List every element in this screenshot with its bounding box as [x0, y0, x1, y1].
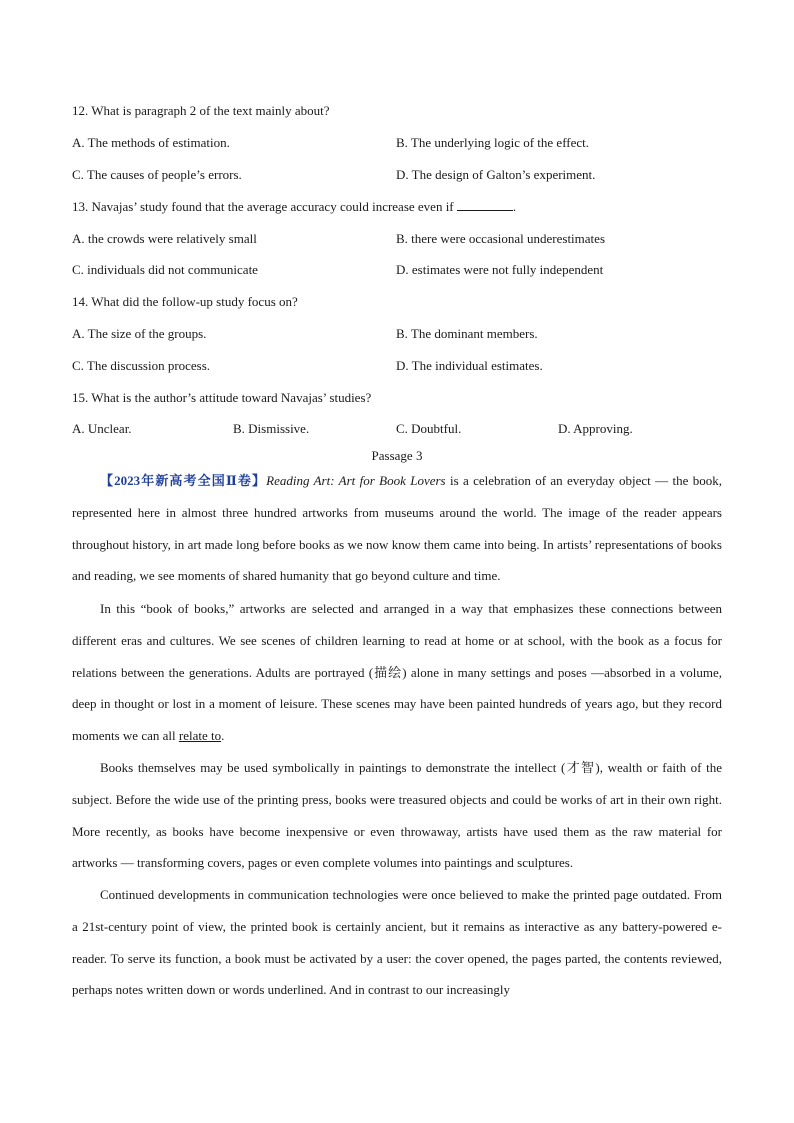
- question-13-option-a: A. the crowds were relatively small: [72, 231, 257, 246]
- underlined-phrase: relate to: [178, 728, 222, 744]
- question-13-stem-end: .: [512, 199, 517, 214]
- book-title: Reading Art: Art for Book Lovers: [266, 473, 446, 488]
- question-12-stem: 12. What is paragraph 2 of the text mainly about?: [72, 103, 330, 118]
- question-14-option-c: C. The discussion process.: [72, 358, 211, 373]
- question-14-option-b: B. The dominant members.: [396, 326, 538, 341]
- passage-paragraph-3: Books themselves may be used symbolically in paintings to demonstrate the intellect (才智), wealth or faith of the subject. Before the wide use of the printing press, books were treasured objects and could be works of art in their own right. More recently, as books have become inexpensive or even throwaway, artists have used them as the raw material for artworks — transforming covers, pages or even complete volumes into paintings and sculptures.: [72, 760, 722, 871]
- exam-source-tag: 【2023年新高考全国Ⅱ卷】: [100, 473, 267, 488]
- paragraph-1-text: is a celebration of an everyday object — the book, represented here in almost three hundred artworks from museums around the world. The image of the reader appears throughout history, in art made long before books as we now know them came into being. In artists’ representations of books and reading, we see moments of shared humanity that go beyond culture and time.: [72, 473, 722, 584]
- passage-paragraph-4: Continued developments in communication technologies were once believed to make the printed page outdated. From a 21st-century point of view, the printed book is certainly ancient, but it remains as interactive as any battery-powered e-reader. To serve its function, a book must be activated by a user: the cover opened, the pages parted, the contents reviewed, perhaps notes written down or words underlined. And in contrast to our increasingly: [72, 887, 722, 998]
- question-14-stem: 14. What did the follow-up study focus on?: [72, 294, 298, 309]
- question-14-option-a: A. The size of the groups.: [72, 326, 207, 341]
- question-15-option-d: D. Approving.: [558, 421, 633, 436]
- question-13-stem-text: 13. Navajas’ study found that the average accuracy could increase even if: [72, 199, 457, 214]
- question-13-option-c: C. individuals did not communicate: [72, 262, 258, 277]
- passage-paragraph-1: [72, 465, 722, 592]
- question-13-stem: [72, 199, 516, 215]
- question-12-option-b: B. The underlying logic of the effect.: [396, 135, 590, 150]
- question-15-option-c: C. Doubtful.: [396, 421, 462, 436]
- question-13-option-d: D. estimates were not fully independent: [396, 262, 604, 277]
- question-15-option-b: B. Dismissive.: [233, 421, 310, 436]
- paragraph-2-text: In this “book of books,” artworks are selected and arranged in a way that emphasizes these connections between different eras and cultures. We see scenes of children learning to read at home or at school, with the book as a focus for relations between the generations. Adults are portrayed (描绘) alone in many settings and poses —absorbed in a volume, deep in thought or lost in a moment of leisure. These scenes may have been painted hundreds of years ago, but they record moments we can all: [72, 601, 722, 744]
- question-12-option-d: D. The design of Galton’s experiment.: [396, 167, 596, 182]
- answer-blank: [457, 199, 513, 211]
- question-12-option-c: C. The causes of people’s errors.: [72, 167, 242, 182]
- passage-heading: Passage 3: [371, 448, 423, 463]
- question-15-option-a: A. Unclear.: [72, 421, 132, 436]
- question-15-stem: 15. What is the author’s attitude toward Navajas’ studies?: [72, 390, 372, 405]
- question-13-option-b: B. there were occasional underestimates: [396, 231, 605, 246]
- passage-paragraph-2: [72, 593, 722, 752]
- question-12-option-a: A. The methods of estimation.: [72, 135, 230, 150]
- question-14-option-d: D. The individual estimates.: [396, 358, 543, 373]
- paragraph-2-end: .: [221, 728, 225, 744]
